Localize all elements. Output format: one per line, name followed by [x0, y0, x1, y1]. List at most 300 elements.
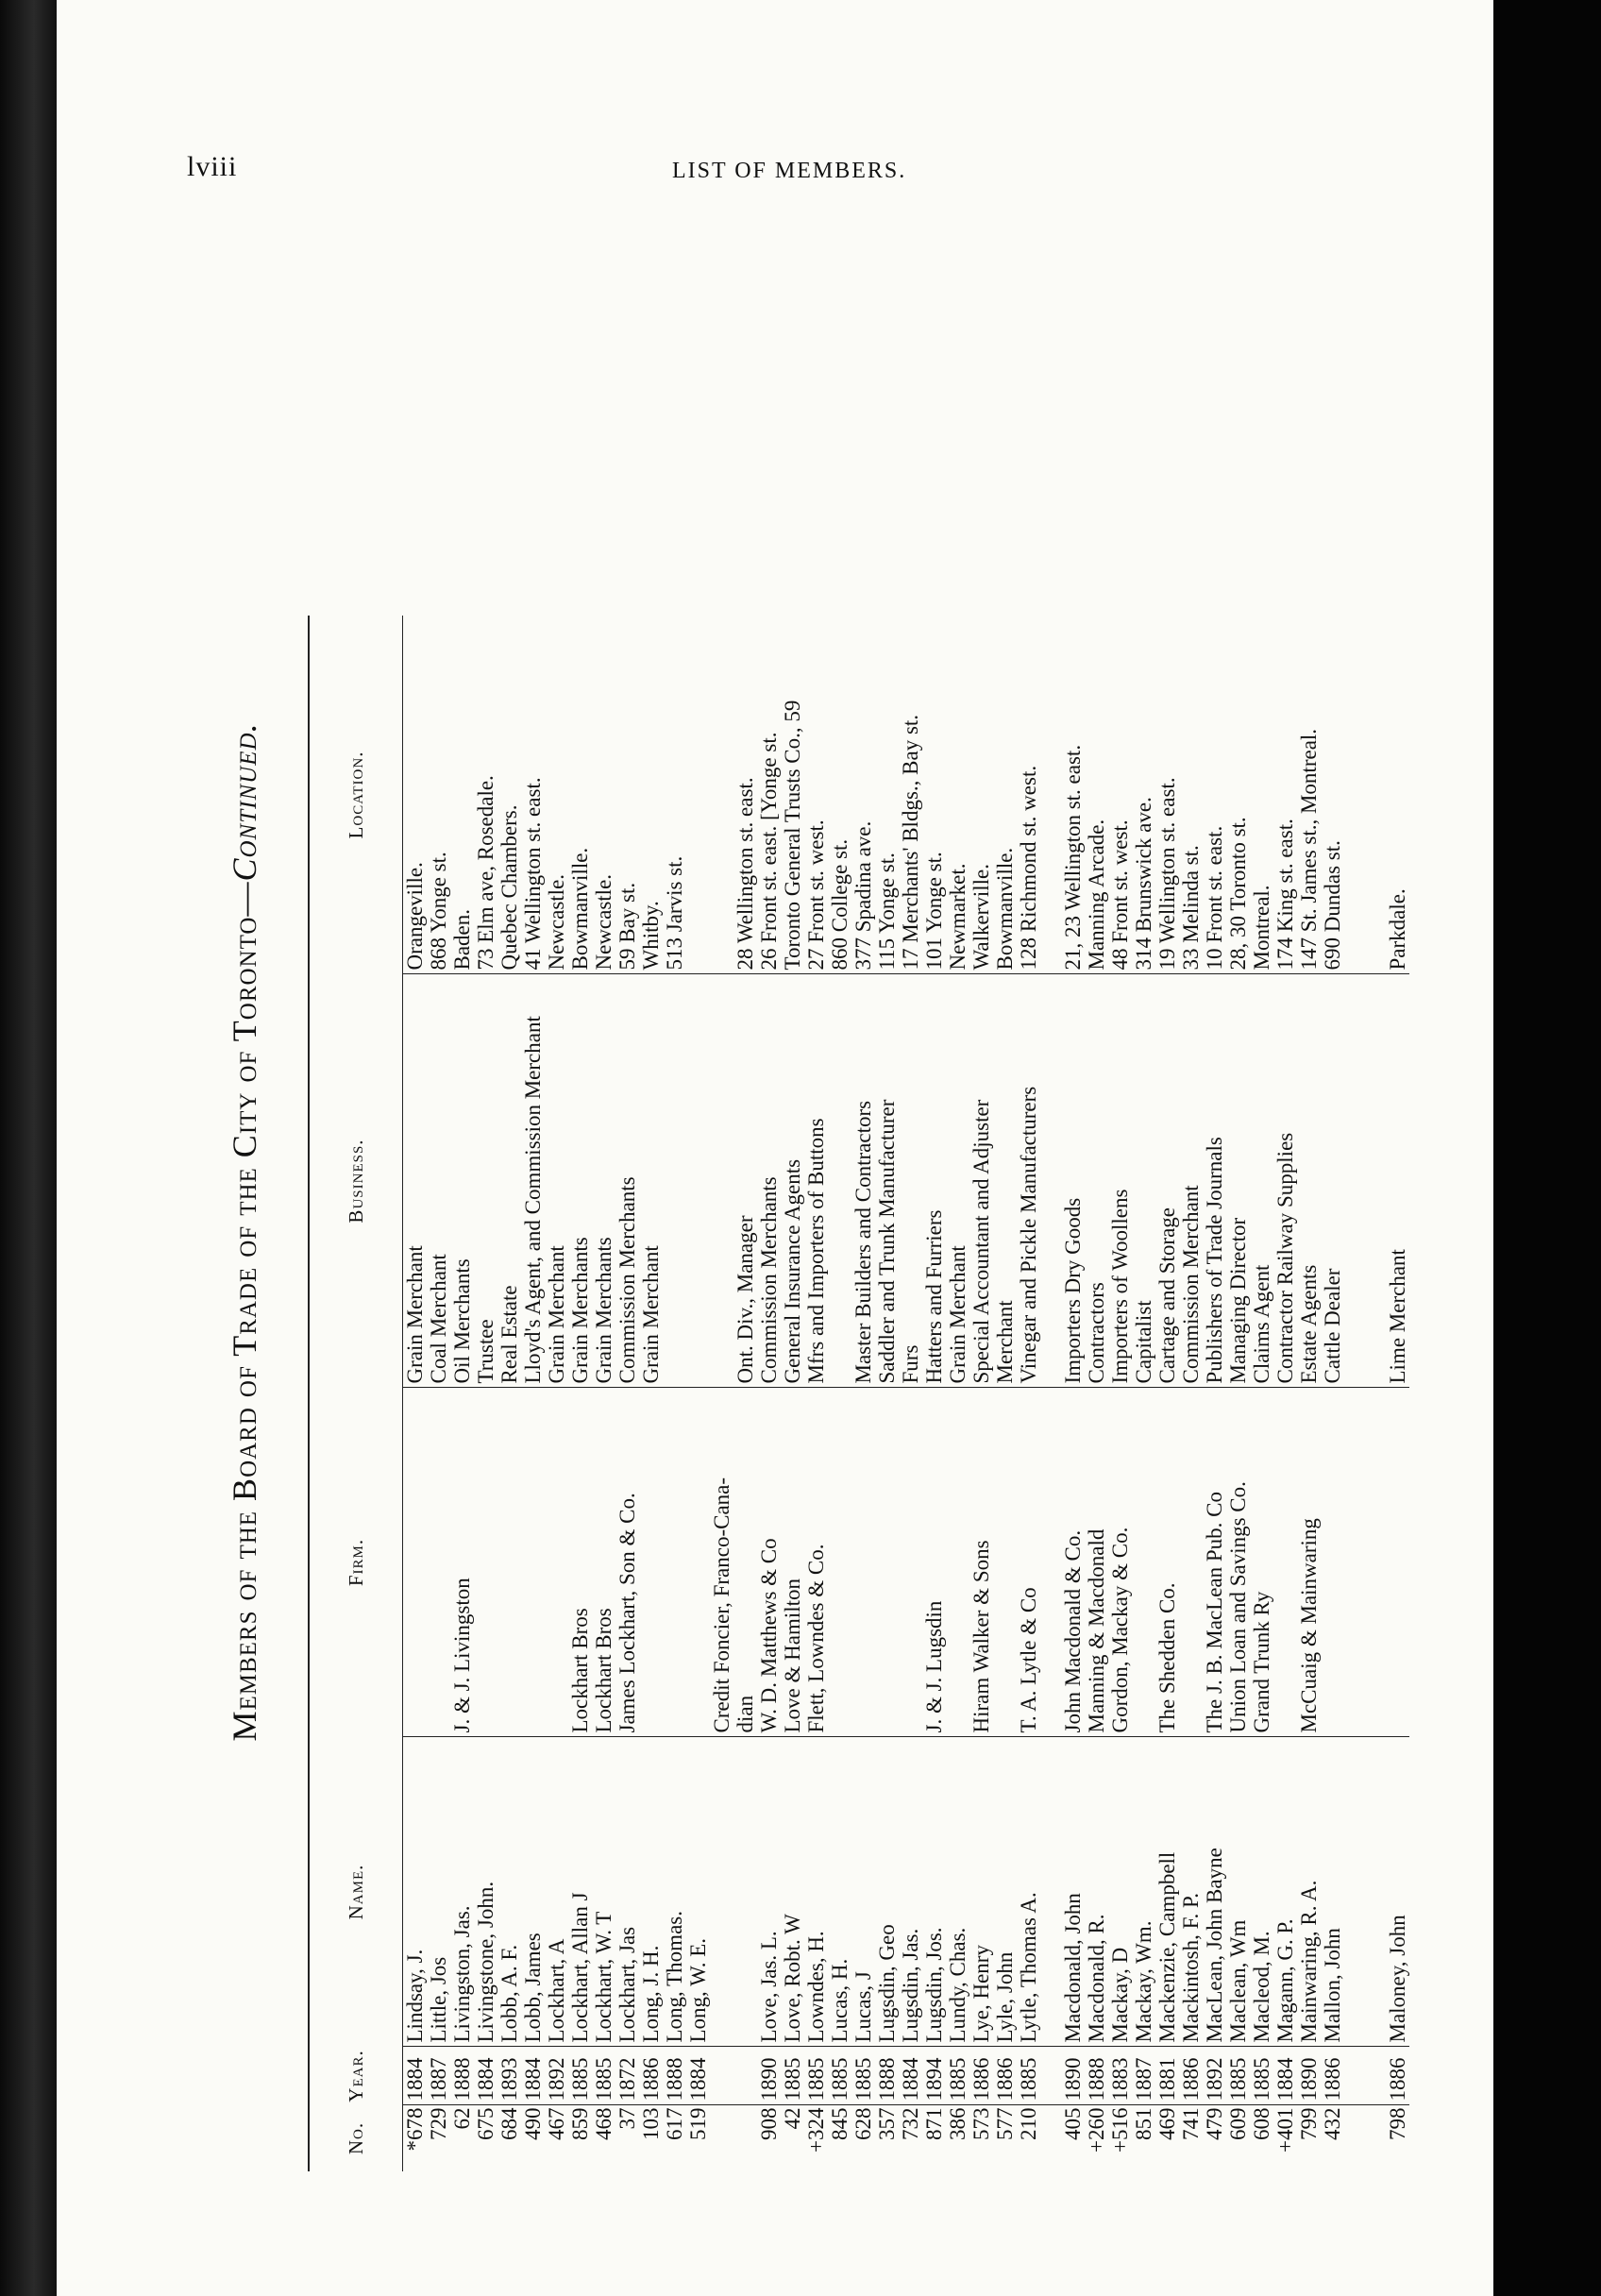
no-text: *678 — [403, 2107, 427, 2152]
table-row — [450, 616, 474, 2171]
table-row — [686, 616, 710, 2171]
table-row — [1273, 616, 1297, 2171]
header-year: Year. — [309, 2047, 403, 2105]
name-text: Love, Robt. W — [781, 1911, 804, 2042]
table-row — [757, 616, 781, 2171]
cell-name — [804, 1737, 828, 2047]
location-text: Whitby. — [639, 901, 663, 971]
location-text: 690 Dundas st. — [1321, 840, 1344, 971]
cell-firm — [568, 1388, 592, 1737]
firm-text: Credit Foncier, Franco-Cana- — [710, 1475, 733, 1733]
firm-text: The J. B. MacLean Pub. Co — [1203, 1489, 1226, 1733]
business-text: Grain Merchant — [403, 1242, 427, 1383]
cell-no — [899, 2105, 922, 2171]
year-text: 1888 — [663, 2057, 686, 2102]
cell-business — [521, 974, 545, 1388]
cell-no — [1297, 2105, 1321, 2171]
cell-year — [804, 2047, 828, 2105]
no-text: 519 — [686, 2107, 710, 2140]
no-text: 859 — [568, 2107, 592, 2140]
firm-text — [1273, 1730, 1297, 1733]
no-text: +516 — [1108, 2107, 1132, 2152]
cell-location — [639, 616, 663, 974]
cell-firm — [1297, 1388, 1321, 1737]
table-row — [1061, 616, 1085, 2171]
no-text: 357 — [875, 2107, 899, 2140]
cell-name — [733, 1737, 757, 2047]
name-text: Lucas, J — [851, 1968, 875, 2042]
firm-text — [946, 1730, 969, 1733]
no-text: 617 — [663, 2107, 686, 2140]
business-text: Coal Merchant — [427, 1251, 450, 1383]
cell-business — [851, 974, 875, 1388]
year-text: 1890 — [757, 2057, 781, 2102]
firm-text — [427, 1730, 450, 1733]
cell-year — [474, 2047, 497, 2105]
firm-text: T. A. Lytle & Co — [1017, 1584, 1040, 1732]
location-text: 128 Richmond st. west. — [1017, 765, 1040, 971]
spacer-cell — [1040, 1737, 1061, 2047]
business-text: Grain Merchants — [592, 1234, 615, 1383]
cell-location — [474, 616, 497, 974]
cell-location — [993, 616, 1017, 974]
business-text: Cattle Dealer — [1321, 1266, 1344, 1384]
location-text: 17 Merchants' Bldgs., Bay st. — [899, 714, 922, 971]
cell-location — [1273, 616, 1297, 974]
cell-business — [1132, 974, 1155, 1388]
cell-no — [828, 2105, 851, 2171]
firm-text: Gordon, Mackay & Co. — [1108, 1525, 1132, 1733]
firm-text — [1321, 1730, 1344, 1733]
cell-year — [1226, 2047, 1250, 2105]
table-row — [922, 616, 946, 2171]
cell-firm — [1108, 1388, 1132, 1737]
cell-location — [1321, 616, 1344, 974]
cell-no — [757, 2105, 781, 2171]
name-text: Lye, Henry — [969, 1942, 993, 2042]
cell-business — [403, 974, 428, 1388]
no-text: 732 — [899, 2107, 922, 2140]
cell-firm — [1273, 1388, 1297, 1737]
cell-no — [781, 2105, 804, 2171]
firm-text: W. D. Matthews & Co — [757, 1535, 781, 1732]
table-row — [804, 616, 828, 2171]
cell-name — [403, 1737, 428, 2047]
cell-business — [1155, 974, 1179, 1388]
cell-firm — [545, 1388, 568, 1737]
cell-location — [1386, 616, 1409, 974]
business-text — [710, 1381, 733, 1384]
cell-business — [1061, 974, 1085, 1388]
cell-location — [592, 616, 615, 974]
no-text: 798 — [1386, 2107, 1409, 2140]
year-text: 1872 — [615, 2057, 639, 2102]
location-text: Bowmanville. — [568, 847, 592, 971]
no-text: 684 — [497, 2107, 521, 2140]
cell-firm — [1017, 1388, 1040, 1737]
cell-name — [1386, 1737, 1409, 2047]
rotated-table-block — [225, 227, 1480, 2237]
cell-no — [450, 2105, 474, 2171]
firm-text: Grand Trunk Ry — [1250, 1589, 1273, 1733]
no-text: 469 — [1155, 2107, 1179, 2140]
cell-location — [1155, 616, 1179, 974]
business-text: Lime Merchant — [1386, 1246, 1409, 1383]
table-row — [710, 616, 733, 2171]
header-firm: Firm. — [309, 1388, 403, 1737]
cell-no — [1386, 2105, 1409, 2171]
table-row — [1297, 616, 1321, 2171]
cell-business — [828, 974, 851, 1388]
firm-text: The Shedden Co. — [1155, 1579, 1179, 1732]
firm-text — [1132, 1730, 1155, 1733]
cell-business — [592, 974, 615, 1388]
spacer-cell — [1365, 2047, 1386, 2105]
cell-year — [733, 2047, 757, 2105]
business-text: Vinegar and Pickle Manufacturers — [1017, 1084, 1040, 1384]
cell-no — [1132, 2105, 1155, 2171]
cell-firm — [899, 1388, 922, 1737]
cell-year — [710, 2047, 733, 2105]
cell-no — [663, 2105, 686, 2171]
no-text: 628 — [851, 2107, 875, 2140]
cell-name — [828, 1737, 851, 2047]
location-text: Manning Arcade. — [1085, 819, 1108, 971]
cell-no — [1273, 2105, 1297, 2171]
table-row — [521, 616, 545, 2171]
cell-no — [639, 2105, 663, 2171]
cell-name — [450, 1737, 474, 2047]
cell-name — [875, 1737, 899, 2047]
location-text: Toronto General Trusts Co., 59 — [781, 700, 804, 971]
cell-no — [474, 2105, 497, 2171]
cell-name — [1132, 1737, 1155, 2047]
business-text: Trustee — [474, 1316, 497, 1383]
cell-name — [592, 1737, 615, 2047]
cell-business — [1108, 974, 1132, 1388]
year-text: 1887 — [1132, 2057, 1155, 2102]
cell-firm — [1179, 1388, 1203, 1737]
cell-name — [899, 1737, 922, 2047]
location-text: Orangeville. — [403, 862, 427, 971]
firm-text: John Macdonald & Co. — [1061, 1528, 1085, 1733]
cell-no — [969, 2105, 993, 2171]
name-text: Maclean, Wm — [1226, 1917, 1250, 2043]
cell-business — [568, 974, 592, 1388]
cell-year — [1297, 2047, 1321, 2105]
spacer-cell — [1365, 1388, 1386, 1737]
cell-year — [497, 2047, 521, 2105]
location-text: 26 Front st. east. [Yonge st. — [757, 732, 781, 971]
table-row — [427, 616, 450, 2171]
no-text: 675 — [474, 2107, 497, 2140]
header-no: No. — [309, 2105, 403, 2171]
spacer-cell — [1344, 2047, 1365, 2105]
no-text: 467 — [545, 2107, 568, 2140]
cell-location — [733, 616, 757, 974]
cell-location — [969, 616, 993, 974]
no-text: 468 — [592, 2107, 615, 2140]
cell-name — [427, 1737, 450, 2047]
table-row — [1386, 616, 1409, 2171]
cell-business — [1017, 974, 1040, 1388]
no-text: 845 — [828, 2107, 851, 2140]
spacer-cell — [1344, 974, 1365, 1388]
year-text: 1892 — [545, 2057, 568, 2102]
cell-firm — [946, 1388, 969, 1737]
cell-location — [1250, 616, 1273, 974]
firm-text — [545, 1730, 568, 1733]
spacer-cell — [1040, 2105, 1061, 2171]
cell-business — [1297, 974, 1321, 1388]
cell-business — [1321, 974, 1344, 1388]
location-text: 19 Wellington st. east. — [1155, 777, 1179, 971]
cell-year — [757, 2047, 781, 2105]
header-business: Business. — [309, 974, 403, 1388]
cell-year — [545, 2047, 568, 2105]
cell-firm — [1155, 1388, 1179, 1737]
cell-firm — [403, 1388, 428, 1737]
cell-firm — [592, 1388, 615, 1737]
firm-text — [875, 1730, 899, 1733]
location-text: Newcastle. — [592, 873, 615, 971]
cell-year — [686, 2047, 710, 2105]
business-text — [663, 1381, 686, 1384]
name-text: Lytle, Thomas A. — [1017, 1889, 1040, 2042]
cell-no — [946, 2105, 969, 2171]
cell-business — [969, 974, 993, 1388]
year-text: 1881 — [1155, 2057, 1179, 2102]
location-text: 314 Brunswick ave. — [1132, 797, 1155, 971]
cell-business — [1386, 974, 1409, 1388]
name-text: Mackintosh, F. P. — [1179, 1890, 1203, 2043]
cell-firm — [497, 1388, 521, 1737]
header-row — [309, 616, 403, 2171]
name-text: Lugsdin, Jas. — [899, 1926, 922, 2043]
cell-firm — [922, 1388, 946, 1737]
cell-no — [710, 2105, 733, 2171]
cell-year — [899, 2047, 922, 2105]
year-text: 1885 — [1017, 2057, 1040, 2102]
name-text: Mainwaring, R. A. — [1297, 1878, 1321, 2043]
firm-text — [1179, 1730, 1203, 1733]
cell-year — [1017, 2047, 1040, 2105]
row-spacer — [1344, 616, 1365, 2171]
cell-name — [1017, 1737, 1040, 2047]
business-text: Master Builders and Contractors — [851, 1098, 875, 1384]
cell-name — [1321, 1737, 1344, 2047]
cell-year — [403, 2047, 428, 2105]
year-text: 1886 — [1321, 2057, 1344, 2102]
no-text: 573 — [969, 2107, 993, 2140]
cell-location — [804, 616, 828, 974]
cell-year — [922, 2047, 946, 2105]
cell-year — [946, 2047, 969, 2105]
business-text: Claims Agent — [1250, 1262, 1273, 1384]
firm-text — [899, 1730, 922, 1733]
cell-name — [1155, 1737, 1179, 2047]
cell-business — [1179, 974, 1203, 1388]
cell-location — [899, 616, 922, 974]
name-text: Lockhart, W. T — [592, 1909, 615, 2043]
firm-text: Manning & Macdonald — [1085, 1527, 1108, 1733]
location-text: 377 Spadina ave. — [851, 820, 875, 971]
cell-location — [1226, 616, 1250, 974]
business-text — [686, 1381, 710, 1384]
firm-text: Union Loan and Savings Co. — [1226, 1478, 1250, 1732]
cell-name — [781, 1737, 804, 2047]
cell-firm — [615, 1388, 639, 1737]
business-text: Mfrs and Importers of Buttons — [804, 1115, 828, 1383]
firm-text: James Lockhart, Son & Co. — [615, 1490, 639, 1732]
name-text: Magann, G. P. — [1273, 1916, 1297, 2043]
firm-text — [851, 1730, 875, 1733]
cell-business — [450, 974, 474, 1388]
cell-no — [1226, 2105, 1250, 2171]
table-row — [1321, 616, 1344, 2171]
running-head: LIST OF MEMBERS. — [672, 159, 907, 183]
cell-location — [781, 616, 804, 974]
year-text: 1885 — [946, 2057, 969, 2102]
cell-no — [1203, 2105, 1226, 2171]
location-text: 28, 30 Toronto st. — [1226, 817, 1250, 971]
table-row — [497, 616, 521, 2171]
row-spacer — [1040, 616, 1061, 2171]
cell-name — [1226, 1737, 1250, 2047]
cell-location — [851, 616, 875, 974]
table-row — [403, 616, 428, 2171]
no-text: 729 — [427, 2107, 450, 2140]
year-text: 1886 — [1386, 2057, 1409, 2102]
table-title — [225, 227, 264, 2237]
cell-firm — [686, 1388, 710, 1737]
table-row — [1226, 616, 1250, 2171]
cell-firm — [710, 1388, 733, 1737]
cell-year — [568, 2047, 592, 2105]
table-row — [828, 616, 851, 2171]
no-text: 741 — [1179, 2107, 1203, 2140]
business-text: Capitalist — [1132, 1297, 1155, 1383]
book-binding — [0, 0, 57, 2296]
cell-no — [521, 2105, 545, 2171]
no-text: 103 — [639, 2107, 663, 2140]
cell-firm — [828, 1388, 851, 1737]
cell-firm — [757, 1388, 781, 1737]
table-row — [946, 616, 969, 2171]
business-text: Estate Agents — [1297, 1262, 1321, 1384]
location-text: 48 Front st. west. — [1108, 819, 1132, 971]
no-text: 490 — [521, 2107, 545, 2140]
table-row — [615, 616, 639, 2171]
table-row — [474, 616, 497, 2171]
cell-name — [545, 1737, 568, 2047]
cell-business — [875, 974, 899, 1388]
cell-firm — [1226, 1388, 1250, 1737]
cell-no — [804, 2105, 828, 2171]
no-text: 62 — [450, 2107, 474, 2130]
cell-business — [757, 974, 781, 1388]
name-text — [710, 2040, 733, 2043]
table-row — [1017, 616, 1040, 2171]
cell-business — [639, 974, 663, 1388]
cell-firm — [733, 1388, 757, 1737]
table-row — [969, 616, 993, 2171]
name-text: Lobb, A. F. — [497, 1942, 521, 2043]
no-text: 609 — [1226, 2107, 1250, 2140]
cell-name — [1203, 1737, 1226, 2047]
year-text: 1885 — [1250, 2057, 1273, 2102]
cell-firm — [875, 1388, 899, 1737]
firm-text — [1386, 1730, 1409, 1733]
table-row — [851, 616, 875, 2171]
no-text: 851 — [1132, 2107, 1155, 2140]
cell-year — [1321, 2047, 1344, 2105]
cell-no — [1250, 2105, 1273, 2171]
no-text: +401 — [1273, 2107, 1297, 2152]
table-row — [592, 616, 615, 2171]
cell-location — [497, 616, 521, 974]
business-text — [828, 1381, 851, 1384]
location-text: 147 St. James st., Montreal. — [1297, 728, 1321, 971]
cell-no — [1085, 2105, 1108, 2171]
year-text: 1886 — [969, 2057, 993, 2102]
table-row — [1132, 616, 1155, 2171]
cell-year — [521, 2047, 545, 2105]
row-spacer — [1365, 616, 1386, 2171]
cell-location — [875, 616, 899, 974]
firm-text — [663, 1730, 686, 1733]
cell-firm — [450, 1388, 474, 1737]
location-text: Quebec Chambers. — [497, 804, 521, 971]
year-text: 1888 — [875, 2057, 899, 2102]
cell-location — [1132, 616, 1155, 974]
location-text: Bowmanville. — [993, 847, 1017, 971]
business-text: Grain Merchants — [568, 1234, 592, 1383]
year-text: 1886 — [993, 2057, 1017, 2102]
name-text — [733, 2040, 757, 2043]
cell-no — [1017, 2105, 1040, 2171]
location-text: 174 King st. east. — [1273, 819, 1297, 971]
table-row — [875, 616, 899, 2171]
business-text: Contractors — [1085, 1279, 1108, 1383]
cell-business — [1226, 974, 1250, 1388]
year-text: 1885 — [568, 2057, 592, 2102]
location-text: 41 Wellington st. east. — [521, 777, 545, 971]
spacer-cell — [1040, 2047, 1061, 2105]
name-text: Lockhart, Jas — [615, 1924, 639, 2043]
firm-text — [686, 1730, 710, 1733]
name-text: Love, Jas. L. — [757, 1928, 781, 2042]
no-text: +324 — [804, 2107, 828, 2152]
location-text: Walkerville. — [969, 864, 993, 971]
name-text: Livingstone, John. — [474, 1879, 497, 2043]
business-text: Grain Merchant — [545, 1242, 568, 1383]
business-text: Furs — [899, 1342, 922, 1384]
cell-name — [1297, 1737, 1321, 2047]
cell-year — [1250, 2047, 1273, 2105]
cell-no — [545, 2105, 568, 2171]
cell-firm — [851, 1388, 875, 1737]
no-text: 432 — [1321, 2107, 1344, 2140]
location-text: Newmarket. — [946, 863, 969, 971]
cell-location — [1297, 616, 1321, 974]
cell-year — [1155, 2047, 1179, 2105]
name-text: Lucas, H. — [828, 1956, 851, 2043]
cell-business — [497, 974, 521, 1388]
table-row — [781, 616, 804, 2171]
firm-text — [521, 1730, 545, 1733]
cell-location — [615, 616, 639, 974]
